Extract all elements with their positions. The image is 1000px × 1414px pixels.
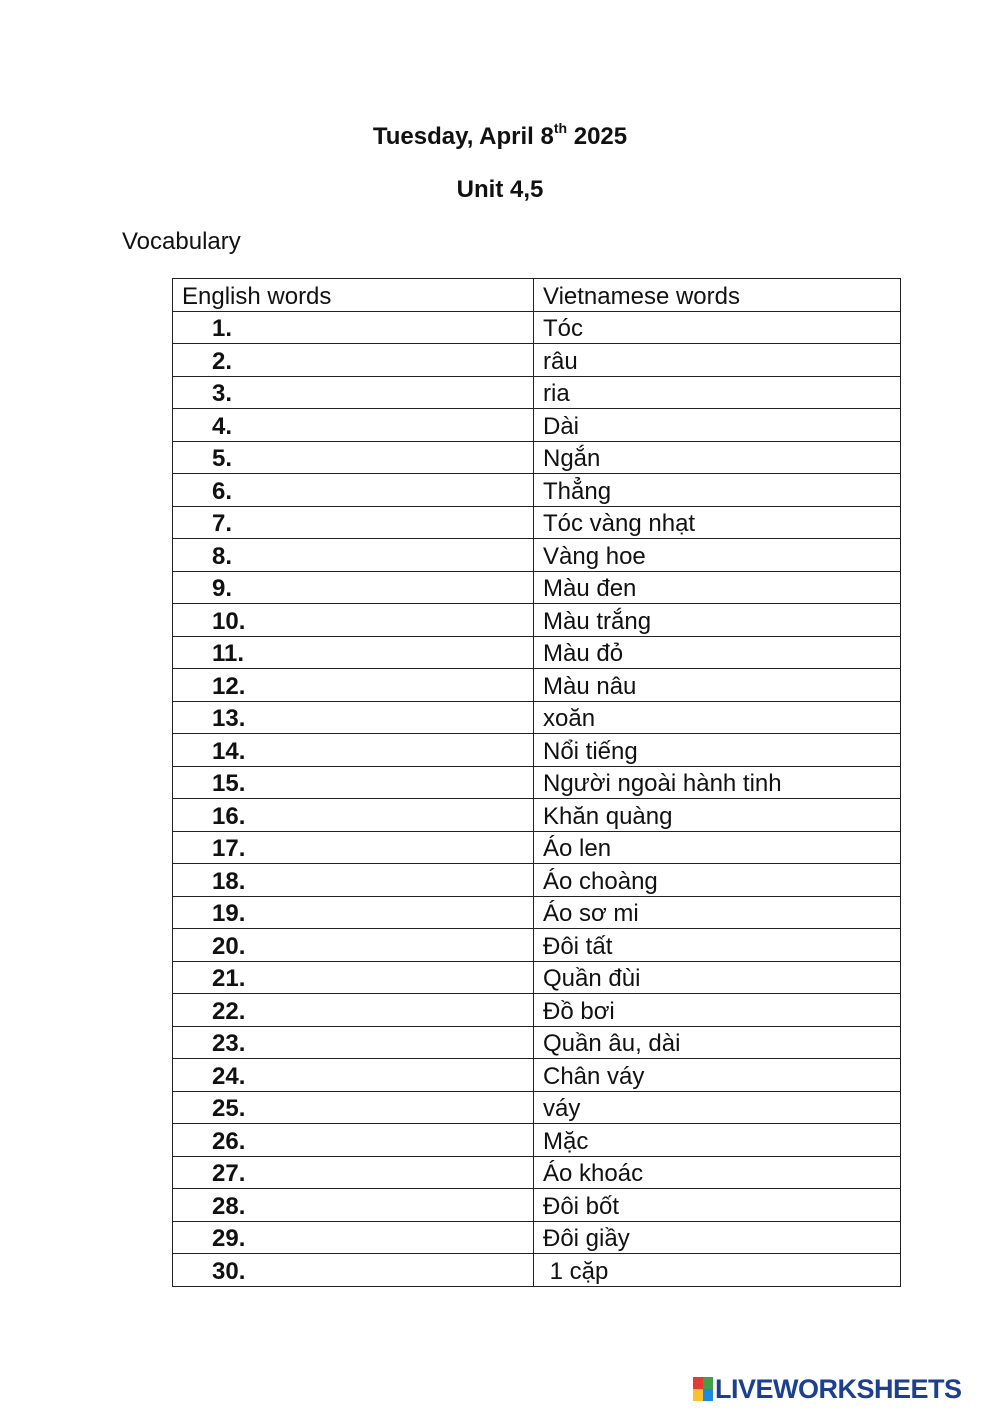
vietnamese-word: Màu trắng — [534, 604, 901, 637]
table-row — [173, 961, 901, 994]
table-row — [173, 1026, 901, 1059]
vietnamese-word: Quần đùi — [534, 961, 901, 994]
vietnamese-word: Người ngoài hành tinh — [534, 766, 901, 799]
section-label-vocabulary: Vocabulary — [122, 228, 241, 255]
vietnamese-word: râu — [534, 344, 901, 377]
row-number: 4. — [173, 409, 534, 442]
table-row — [173, 994, 901, 1027]
row-number: 5. — [173, 441, 534, 474]
row-number: 1. — [173, 311, 534, 344]
vietnamese-word: Đôi giầy — [534, 1221, 901, 1254]
liveworksheets-logo-icon — [693, 1377, 713, 1401]
row-number: 28. — [173, 1189, 534, 1222]
column-header-english: English words — [173, 279, 534, 312]
date-ordinal-suffix: th — [553, 120, 568, 136]
table-row — [173, 864, 901, 897]
row-number: 29. — [173, 1221, 534, 1254]
row-number: 14. — [173, 734, 534, 767]
vietnamese-word: Màu đỏ — [534, 636, 901, 669]
vietnamese-word: xoăn — [534, 701, 901, 734]
row-number: 24. — [173, 1059, 534, 1092]
table-row — [173, 409, 901, 442]
row-number: 21. — [173, 961, 534, 994]
table-row — [173, 734, 901, 767]
table-row — [173, 311, 901, 344]
table-row — [173, 1189, 901, 1222]
table-row — [173, 376, 901, 409]
vietnamese-word: Tóc vàng nhạt — [534, 506, 901, 539]
vietnamese-word: Chân váy — [534, 1059, 901, 1092]
row-number: 6. — [173, 474, 534, 507]
table-header-row — [173, 279, 901, 312]
vietnamese-word: Dài — [534, 409, 901, 442]
table-row — [173, 344, 901, 377]
table-row — [173, 1254, 901, 1287]
brand-text: LIVEWORKSHEETS — [715, 1373, 962, 1404]
row-number: 19. — [173, 896, 534, 929]
table-row — [173, 669, 901, 702]
table-row — [173, 506, 901, 539]
row-number: 3. — [173, 376, 534, 409]
table-row — [173, 896, 901, 929]
row-number: 23. — [173, 1026, 534, 1059]
table-row — [173, 474, 901, 507]
vietnamese-word: váy — [534, 1091, 901, 1124]
vietnamese-word: Áo choàng — [534, 864, 901, 897]
vietnamese-word: Khăn quàng — [534, 799, 901, 832]
row-number: 20. — [173, 929, 534, 962]
vietnamese-word: Màu đen — [534, 571, 901, 604]
table-row — [173, 766, 901, 799]
row-number: 16. — [173, 799, 534, 832]
table-row — [173, 1059, 901, 1092]
vietnamese-word: Thẳng — [534, 474, 901, 507]
table-row — [173, 604, 901, 637]
row-number: 13. — [173, 701, 534, 734]
table-row — [173, 1156, 901, 1189]
table-row — [173, 1091, 901, 1124]
row-number: 15. — [173, 766, 534, 799]
table-row — [173, 929, 901, 962]
row-number: 26. — [173, 1124, 534, 1157]
vietnamese-word: Áo sơ mi — [534, 896, 901, 929]
row-number: 10. — [173, 604, 534, 637]
row-number: 7. — [173, 506, 534, 539]
row-number: 12. — [173, 669, 534, 702]
vietnamese-word: Màu nâu — [534, 669, 901, 702]
vietnamese-word: Quần âu, dài — [534, 1026, 901, 1059]
row-number: 27. — [173, 1156, 534, 1189]
table-row — [173, 701, 901, 734]
row-number: 11. — [173, 636, 534, 669]
row-number: 18. — [173, 864, 534, 897]
table-row — [173, 831, 901, 864]
vietnamese-word: Mặc — [534, 1124, 901, 1157]
table-row — [173, 799, 901, 832]
vocabulary-table-body — [173, 279, 901, 1287]
page-date-title — [0, 122, 1000, 151]
liveworksheets-brand — [693, 1374, 962, 1404]
date-main: Tuesday, April 8 — [372, 123, 554, 150]
vietnamese-word: 1 cặp — [534, 1254, 901, 1287]
vietnamese-word: Áo khoác — [534, 1156, 901, 1189]
table-row — [173, 571, 901, 604]
table-row — [173, 636, 901, 669]
vietnamese-word: Áo len — [534, 831, 901, 864]
row-number: 17. — [173, 831, 534, 864]
vietnamese-word: Ngắn — [534, 441, 901, 474]
unit-title: Unit 4,5 — [456, 176, 544, 203]
vietnamese-word: Nổi tiếng — [534, 734, 901, 767]
column-header-vietnamese: Vietnamese words — [534, 279, 901, 312]
row-number: 22. — [173, 994, 534, 1027]
table-row — [173, 441, 901, 474]
row-number: 9. — [173, 571, 534, 604]
table-row — [173, 1221, 901, 1254]
vietnamese-word: Đôi tất — [534, 929, 901, 962]
row-number: 2. — [173, 344, 534, 377]
vietnamese-word: Vàng hoe — [534, 539, 901, 572]
row-number: 30. — [173, 1254, 534, 1287]
date-year: 2025 — [567, 123, 628, 150]
table-row — [173, 539, 901, 572]
vietnamese-word: Đồ bơi — [534, 994, 901, 1027]
row-number: 25. — [173, 1091, 534, 1124]
vietnamese-word: Đôi bốt — [534, 1189, 901, 1222]
vietnamese-word: ria — [534, 376, 901, 409]
row-number: 8. — [173, 539, 534, 572]
vietnamese-word: Tóc — [534, 311, 901, 344]
table-row — [173, 1124, 901, 1157]
vocabulary-table — [172, 278, 901, 1287]
